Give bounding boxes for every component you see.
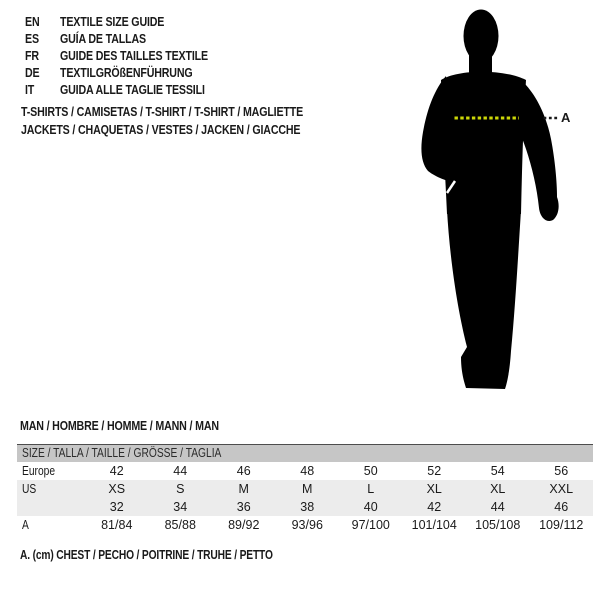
table-cell: 46 bbox=[236, 464, 251, 478]
category-jackets: JACKETS / CHAQUETAS / VESTES / JACKEN / GIACCHE bbox=[21, 122, 301, 137]
table-cell: 36 bbox=[236, 500, 251, 514]
table-cell: 42 bbox=[427, 500, 442, 514]
section-title-man: MAN / HOMBRE / HOMME / MANN / MAN bbox=[20, 418, 219, 433]
language-code: DE bbox=[25, 65, 40, 80]
table-cell: 48 bbox=[300, 464, 315, 478]
table-cell: 32 bbox=[109, 500, 124, 514]
language-row-de bbox=[25, 64, 240, 81]
row-label: A bbox=[22, 518, 29, 532]
language-row-fr bbox=[25, 47, 240, 64]
table-cell: 52 bbox=[427, 464, 442, 478]
table-cell: 44 bbox=[490, 500, 505, 514]
table-cell: 40 bbox=[363, 500, 378, 514]
measure-label-a: A bbox=[561, 110, 571, 125]
row-label bbox=[17, 498, 85, 516]
size-table-header-label: SIZE / TALLA / TAILLE / GRÖSSE / TAGLIA bbox=[22, 446, 222, 460]
table-cell: 85/88 bbox=[164, 518, 196, 532]
table-cell: S bbox=[176, 482, 185, 496]
table-cell: 38 bbox=[300, 500, 315, 514]
size-table bbox=[17, 444, 593, 534]
language-code: FR bbox=[25, 48, 39, 63]
table-cell: 44 bbox=[173, 464, 188, 478]
measurement-footnote: A. (cm) CHEST / PECHO / POITRINE / TRUHE / PETTO bbox=[20, 548, 273, 562]
table-cell: XL bbox=[426, 482, 442, 496]
table-row-a-chest bbox=[17, 516, 593, 534]
table-cell: 34 bbox=[173, 500, 188, 514]
language-row-es bbox=[25, 30, 240, 47]
table-cell: 109/112 bbox=[539, 518, 584, 532]
table-cell: XXL bbox=[549, 482, 574, 496]
man-silhouette bbox=[400, 0, 580, 410]
table-cell: XL bbox=[490, 482, 506, 496]
table-row-us-letters bbox=[17, 480, 593, 498]
table-cell: XS bbox=[108, 482, 126, 496]
table-cell: M bbox=[238, 482, 249, 496]
language-label: TEXTILE SIZE GUIDE bbox=[60, 14, 165, 29]
table-row-us-numbers bbox=[17, 498, 593, 516]
language-code: ES bbox=[25, 31, 39, 46]
table-row-europe bbox=[17, 462, 593, 480]
size-table-header-row bbox=[17, 445, 593, 462]
table-cell: 42 bbox=[109, 464, 124, 478]
silhouette-legs bbox=[447, 210, 521, 389]
table-cell: L bbox=[367, 482, 375, 496]
language-row-it bbox=[25, 81, 240, 98]
table-cell: 105/108 bbox=[475, 518, 521, 532]
language-code: IT bbox=[25, 82, 35, 97]
table-cell: 93/96 bbox=[291, 518, 323, 532]
language-label: GUÍA DE TALLAS bbox=[60, 31, 146, 46]
category-tshirts: T-SHIRTS / CAMISETAS / T-SHIRT / T-SHIRT / MAGLIETTE bbox=[21, 104, 304, 119]
language-label: GUIDA ALLE TAGLIE TESSILI bbox=[60, 82, 205, 97]
language-label: GUIDE DES TAILLES TEXTILE bbox=[60, 48, 208, 63]
row-label: US bbox=[22, 482, 37, 496]
language-row-en bbox=[25, 13, 240, 30]
language-list bbox=[25, 13, 240, 98]
language-label: TEXTILGRÖßENFÜHRUNG bbox=[60, 65, 193, 80]
table-cell: 89/92 bbox=[228, 518, 260, 532]
table-cell: 101/104 bbox=[411, 518, 457, 532]
table-cell: 81/84 bbox=[101, 518, 133, 532]
table-cell: 46 bbox=[554, 500, 569, 514]
table-cell: 50 bbox=[363, 464, 378, 478]
table-cell: M bbox=[302, 482, 313, 496]
language-code: EN bbox=[25, 14, 40, 29]
table-cell: 97/100 bbox=[351, 518, 390, 532]
category-list bbox=[21, 103, 365, 139]
table-cell: 54 bbox=[490, 464, 505, 478]
table-cell: 56 bbox=[554, 464, 569, 478]
row-label: Europe bbox=[22, 464, 56, 478]
